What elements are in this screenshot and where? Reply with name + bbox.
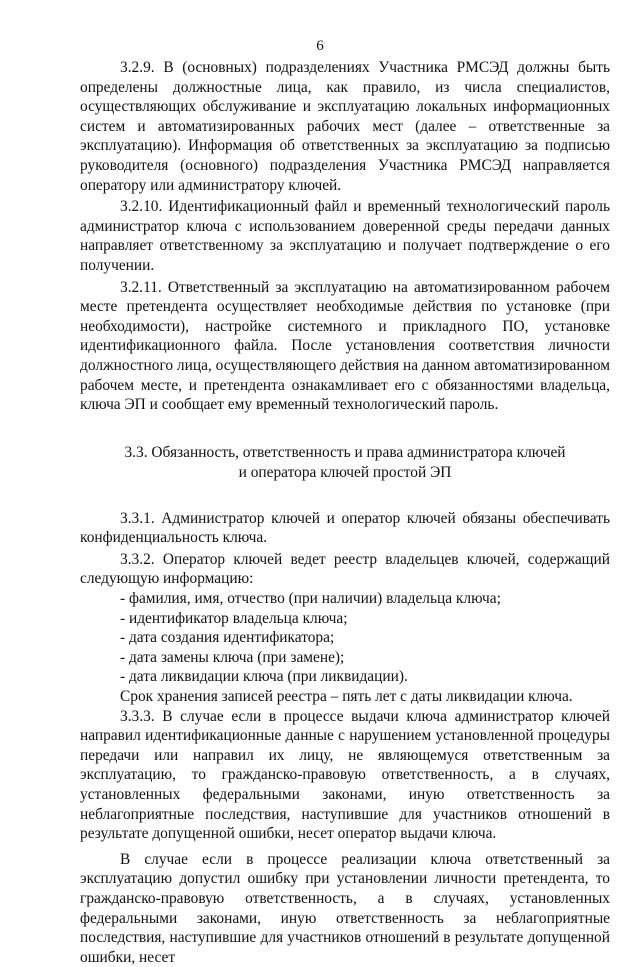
list-item: - дата замены ключа (при замене); — [120, 648, 345, 666]
section-heading-3-3 — [80, 443, 610, 483]
paragraph-3-2-10: 3.2.10. Идентификационный файл и временный технологический пароль администратор ключа с использованием доверенной среды передачи данных направляет ответственному за эксплуатацию и получает подтверждение о его получении. — [80, 198, 610, 274]
registry-fields-list — [80, 589, 610, 687]
list-item: - дата ликвидации ключа (при ликвидации). — [120, 668, 408, 686]
section-heading-line-1: 3.3. Обязанность, ответственность и права администратора ключей — [124, 443, 566, 461]
paragraph-3-3-2: 3.3.2. Оператор ключей ведет реестр владельцев ключей, содержащий следующую информацию: — [80, 550, 610, 588]
paragraph-3-3-1: 3.3.1. Администратор ключей и оператор ключей обязаны обеспечивать конфиденциальность ключа. — [80, 509, 610, 547]
section-heading-line-2: и оператора ключей простой ЭП — [238, 463, 452, 481]
list-item: - идентификатор владельца ключа; — [120, 609, 348, 627]
list-item: - дата создания идентификатора; — [120, 629, 335, 647]
page-number: 6 — [316, 38, 324, 54]
retention-period: Срок хранения записей реестра – пять лет с даты ликвидации ключа. — [120, 688, 573, 706]
paragraph-continuation: В случае если в процессе реализации ключа ответственный за эксплуатацию допустил ошибку при установлении личности претендента, то гражданско-правовую ответственность, а в случаях, установленных федеральными законами, иную ответственность за неблагоприятные последствия, наступившие для участников отношений в результате допущенной ошибки, несет — [80, 850, 610, 966]
paragraph-3-3-3: 3.3.3. В случае если в процессе выдачи ключа администратор ключей направил идентификационные данные с нарушением установленной процедуры передачи или направил их лицу, не являющемуся ответственным за эксплуатацию, то гражданско-правовую ответственность, а в случаях, установленных федеральными законами, иную ответственность за неблагоприятные последствия, наступившие для участников отношений в результате допущенной ошибки, несет оператор выдачи ключа. — [80, 707, 610, 843]
paragraph-3-2-11: 3.2.11. Ответственный за эксплуатацию на автоматизированном рабочем месте претендента осуществляет необходимые действия по установке (при необходимости), настройке системного и прикладного ПО, установке идентификационного файла. После установления соответствия личности должностного лица, осуществляющего действия на данном автоматизированном рабочем месте, и претендента ознакамливает его с обязанностями владельца, ключа ЭП и сообщает ему временный технологический пароль. — [80, 278, 610, 414]
paragraph-3-2-9: 3.2.9. В (основных) подразделениях Участника РМСЭД должны быть определены должностные лица, как правило, из числа специалистов, осуществляющих обслуживание и эксплуатацию локальных информационных систем и автоматизированных рабочих мест (далее – ответственные за эксплуатацию). Информация об ответственных за эксплуатацию за подписью руководителя (основного) подразделения Участника РМСЭД направляется оператору или администратору ключей. — [80, 59, 610, 194]
list-item: - фамилия, имя, отчество (при наличии) владельца ключа; — [120, 590, 501, 608]
page-content — [80, 58, 610, 967]
